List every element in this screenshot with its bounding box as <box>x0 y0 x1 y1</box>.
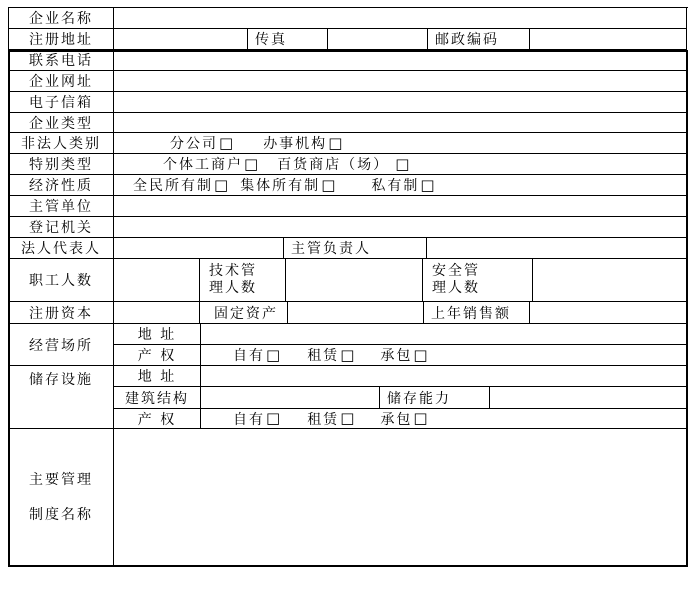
department-store-option-label: 百货商店（场） <box>277 157 390 173</box>
manager-in-charge-field[interactable] <box>427 238 687 259</box>
contact-phone-label: 联系电话 <box>9 50 114 71</box>
collective-owned-checkbox-icon[interactable]: □ <box>321 175 336 194</box>
registry-authority-field[interactable] <box>114 217 687 238</box>
building-structure-label: 建筑结构 <box>114 387 201 409</box>
row-contact-phone <box>9 50 688 71</box>
legal-representative-field[interactable] <box>114 238 284 259</box>
row-economic-nature <box>9 175 688 196</box>
company-name-label: 企业名称 <box>9 8 114 29</box>
management-systems-field[interactable] <box>114 429 687 567</box>
storage-leased-option-label: 租赁 <box>307 411 340 428</box>
row-legal-representative <box>9 238 688 259</box>
storage-address-field[interactable] <box>201 366 687 387</box>
row-company-type <box>9 113 688 133</box>
premises-leased-checkbox-icon[interactable]: □ <box>340 345 355 364</box>
tech-management-count-field[interactable] <box>286 259 423 302</box>
email-label: 电子信箱 <box>9 92 114 113</box>
row-management-systems <box>9 429 688 567</box>
staff-count-label: 职工人数 <box>9 259 114 302</box>
supervisor-unit-field[interactable] <box>114 196 687 217</box>
storage-structure-row <box>114 387 687 409</box>
premises-address-row <box>114 324 687 345</box>
row-website <box>9 71 688 92</box>
row-storage-facility <box>9 366 688 429</box>
individual-business-checkbox-icon[interactable]: □ <box>244 154 259 173</box>
special-type-options <box>114 154 687 175</box>
office-agency-checkbox-icon[interactable]: □ <box>328 133 343 152</box>
storage-capacity-field[interactable] <box>490 387 687 409</box>
registered-address-label: 注册地址 <box>9 29 114 50</box>
state-owned-checkbox-icon[interactable]: □ <box>214 175 229 194</box>
email-field[interactable] <box>114 92 687 113</box>
legal-representative-label: 法人代表人 <box>9 238 114 259</box>
row-staff-count <box>9 259 688 302</box>
office-agency-option-label: 办事机构 <box>263 136 328 152</box>
tech-management-count-label: 技术管 理人数 <box>200 259 286 302</box>
branch-company-checkbox-icon[interactable]: □ <box>219 133 234 152</box>
economic-nature-options <box>114 175 687 196</box>
premises-contracted-option-label: 承包 <box>380 348 413 364</box>
postal-code-label: 邮政编码 <box>428 29 530 50</box>
storage-self-owned-checkbox-icon[interactable]: □ <box>266 409 281 427</box>
row-registry-authority <box>9 217 688 238</box>
storage-address-label: 地 址 <box>114 366 201 387</box>
premises-property-options <box>201 345 687 366</box>
building-structure-field[interactable] <box>201 387 380 409</box>
row-special-type <box>9 154 688 175</box>
storage-property-label: 产 权 <box>114 409 201 429</box>
storage-property-row <box>114 409 687 429</box>
management-systems-label: 主要管理 制度名称 <box>9 429 114 567</box>
company-type-field[interactable] <box>114 113 687 133</box>
fixed-assets-field[interactable] <box>288 302 424 324</box>
contact-phone-field[interactable] <box>114 50 687 71</box>
state-owned-option-label: 全民所有制 <box>133 178 213 194</box>
last-year-sales-label: 上年销售额 <box>424 302 530 324</box>
storage-self-owned-option-label: 自有 <box>233 411 265 428</box>
branch-company-option-label: 分公司 <box>170 136 218 152</box>
row-registered-capital <box>9 302 688 324</box>
non-legal-person-label: 非法人类别 <box>9 133 114 154</box>
website-field[interactable] <box>114 71 687 92</box>
row-email <box>9 92 688 113</box>
fax-label: 传真 <box>248 29 328 50</box>
collective-owned-option-label: 集体所有制 <box>240 178 321 194</box>
private-owned-checkbox-icon[interactable]: □ <box>420 175 435 194</box>
premises-self-owned-checkbox-icon[interactable]: □ <box>266 345 281 364</box>
website-label: 企业网址 <box>9 71 114 92</box>
department-store-checkbox-icon[interactable]: □ <box>395 154 410 173</box>
row-business-premises <box>9 324 688 366</box>
storage-contracted-checkbox-icon[interactable]: □ <box>413 409 428 427</box>
registered-capital-field[interactable] <box>114 302 200 324</box>
company-name-field[interactable] <box>114 8 687 29</box>
special-type-label: 特别类型 <box>9 154 114 175</box>
fax-field[interactable] <box>328 29 428 50</box>
storage-leased-checkbox-icon[interactable]: □ <box>340 409 355 427</box>
company-type-label: 企业类型 <box>9 113 114 133</box>
storage-capacity-label: 储存能力 <box>380 387 490 409</box>
storage-facility-label: 储存设施 <box>9 366 114 429</box>
supervisor-unit-label: 主管单位 <box>9 196 114 217</box>
premises-property-row <box>114 345 687 366</box>
registry-authority-label: 登记机关 <box>9 217 114 238</box>
manager-in-charge-label: 主管负责人 <box>284 238 427 259</box>
registered-capital-label: 注册资本 <box>9 302 114 324</box>
last-year-sales-field[interactable] <box>530 302 687 324</box>
safety-management-count-field[interactable] <box>533 259 687 302</box>
row-non-legal-person <box>9 133 688 154</box>
storage-contracted-option-label: 承包 <box>380 411 413 428</box>
fixed-assets-label: 固定资产 <box>200 302 288 324</box>
enterprise-registration-form <box>8 7 688 567</box>
premises-contracted-checkbox-icon[interactable]: □ <box>413 345 428 364</box>
staff-count-field[interactable] <box>114 259 200 302</box>
safety-management-count-label: 安全管 理人数 <box>423 259 533 302</box>
row-company-name <box>9 8 688 29</box>
business-premises-label: 经营场所 <box>9 324 114 366</box>
non-legal-person-options <box>114 133 687 154</box>
premises-self-owned-option-label: 自有 <box>233 348 265 364</box>
premises-leased-option-label: 租赁 <box>307 348 340 364</box>
postal-code-field[interactable] <box>530 29 687 50</box>
economic-nature-label: 经济性质 <box>9 175 114 196</box>
premises-property-label: 产 权 <box>114 345 201 366</box>
premises-address-field[interactable] <box>201 324 687 345</box>
private-owned-option-label: 私有制 <box>371 178 420 194</box>
individual-business-option-label: 个体工商户 <box>163 157 243 173</box>
premises-address-label: 地 址 <box>114 324 201 345</box>
registered-address-field[interactable] <box>114 29 248 50</box>
row-registered-address <box>9 29 688 50</box>
storage-property-options <box>201 409 687 429</box>
row-supervisor-unit <box>9 196 688 217</box>
storage-address-row <box>114 366 687 387</box>
